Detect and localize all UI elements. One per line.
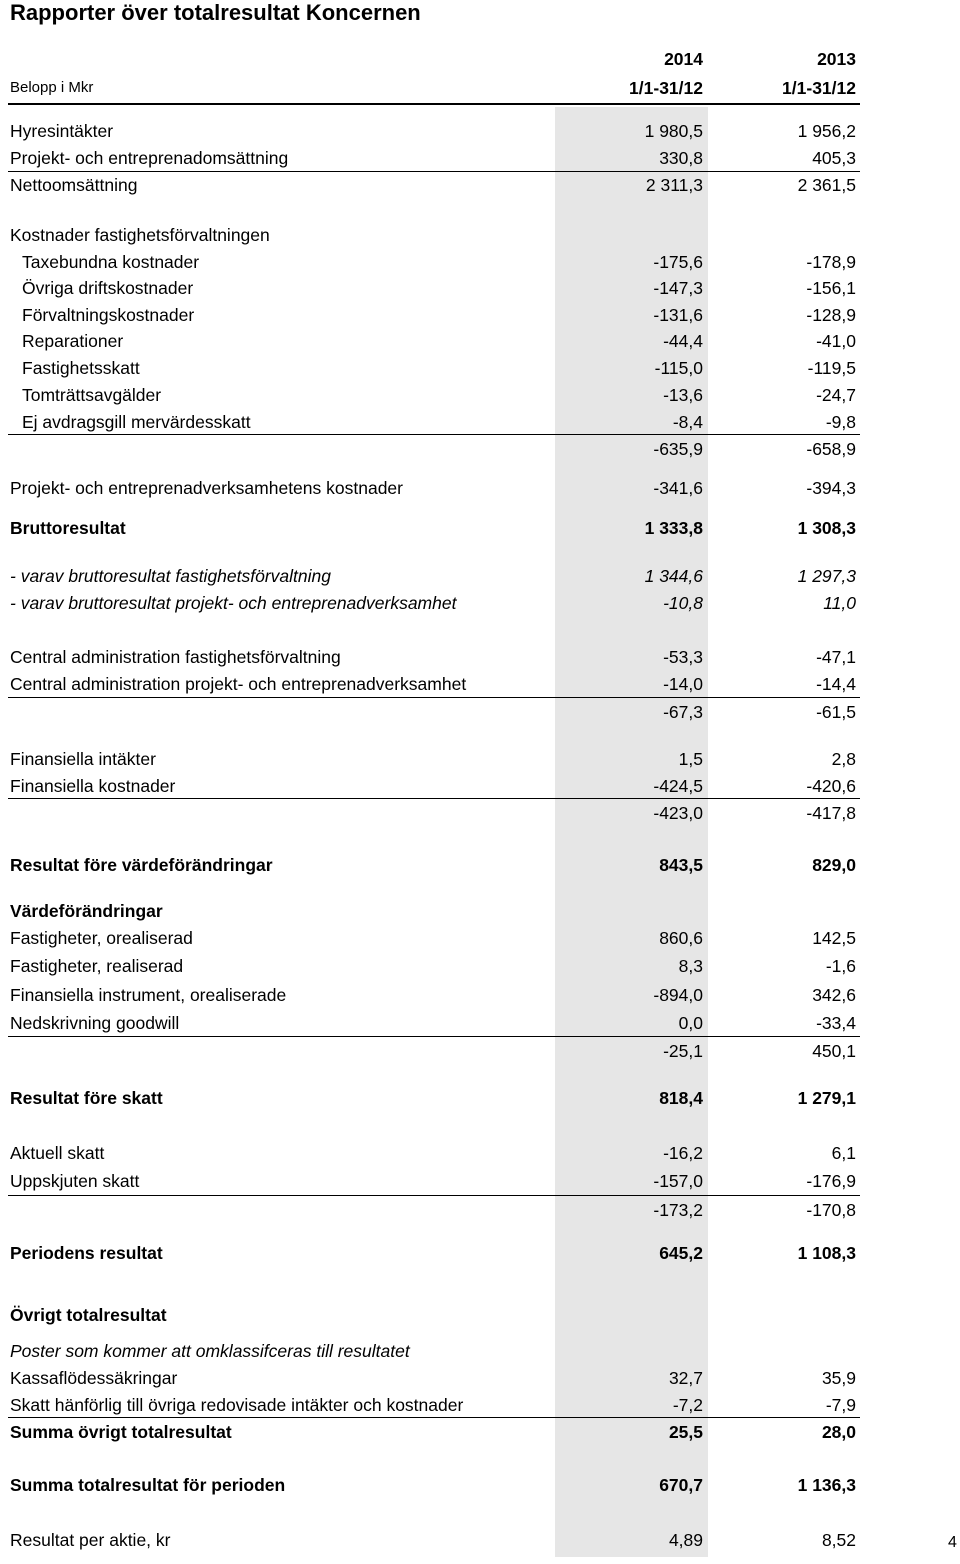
row-label: Projekt- och entreprenadverksamhetens kostnader — [10, 478, 403, 498]
row-value-2013: -128,9 — [806, 305, 856, 325]
row-value-2013: 2 361,5 — [797, 175, 856, 195]
table-row — [0, 1527, 960, 1553]
row-label: Summa övrigt totalresultat — [10, 1422, 232, 1442]
row-label: Central administration fastighetsförvaltning — [10, 647, 341, 667]
table-row — [0, 1240, 960, 1266]
row-value-2014: 0,0 — [678, 1013, 703, 1033]
row-value-2014: -44,4 — [663, 331, 703, 351]
section-heading — [0, 898, 960, 924]
row-label: Hyresintäkter — [10, 121, 114, 141]
row-label: Förvaltningskostnader — [22, 305, 195, 325]
subtotal-divider — [8, 1417, 860, 1418]
row-label: Projekt- och entreprenadomsättning — [10, 148, 289, 168]
row-label: Aktuell skatt — [10, 1143, 105, 1163]
row-value-2014: 2 311,3 — [645, 175, 703, 195]
header-period-2013: 1/1-31/12 — [782, 78, 856, 98]
row-value-2013: 1 136,3 — [797, 1475, 856, 1495]
row-label: Resultat per aktie, kr — [10, 1530, 171, 1550]
table-row — [0, 1392, 960, 1418]
subsection-heading — [0, 1338, 960, 1364]
row-value-2013: 829,0 — [812, 855, 856, 875]
table-row — [0, 515, 960, 541]
row-label: - varav bruttoresultat fastighetsförvaltning — [10, 566, 331, 586]
row-value-2013: -61,5 — [816, 702, 856, 722]
subtotal-divider — [8, 697, 860, 698]
row-label: Periodens resultat — [10, 1243, 163, 1263]
row-value-2014: -14,0 — [663, 674, 703, 694]
row-value-2013: -1,6 — [825, 956, 856, 976]
row-label: Övriga driftskostnader — [22, 278, 194, 298]
row-value-2013: -170,8 — [806, 1200, 856, 1220]
table-row — [0, 409, 960, 435]
row-value-2013: 8,52 — [821, 1530, 856, 1550]
row-label: Kostnader fastighetsförvaltningen — [10, 225, 270, 245]
row-value-2014: 843,5 — [659, 855, 703, 875]
row-value-2014: 1,5 — [678, 749, 703, 769]
row-label: Skatt hänförlig till övriga redovisade intäkter och kostnader — [10, 1395, 464, 1415]
header-year-row — [0, 46, 960, 72]
row-label: Summa totalresultat för perioden — [10, 1475, 286, 1495]
row-value-2013: -417,8 — [806, 803, 856, 823]
row-label: Övrigt totalresultat — [10, 1305, 167, 1325]
row-value-2013: -9,8 — [825, 412, 856, 432]
row-label: Ej avdragsgill mervärdesskatt — [22, 412, 251, 432]
row-value-2013: -33,4 — [816, 1013, 856, 1033]
header-divider — [8, 103, 860, 105]
subtotal-row — [0, 1038, 960, 1064]
subtotal-row — [0, 436, 960, 462]
table-row — [0, 302, 960, 328]
row-value-2013: -41,0 — [816, 331, 856, 351]
table-row — [0, 982, 960, 1008]
row-value-2014: 645,2 — [659, 1243, 703, 1263]
row-value-2013: -7,9 — [825, 1395, 856, 1415]
row-label: Reparationer — [22, 331, 124, 351]
table-row — [0, 925, 960, 951]
subtotal-row — [0, 1197, 960, 1223]
row-value-2013: 1 308,3 — [797, 518, 856, 538]
row-value-2014: -10,8 — [663, 593, 703, 613]
row-label: Värdeförändringar — [10, 901, 163, 921]
row-value-2013: 342,6 — [812, 985, 856, 1005]
row-label: Resultat före värdeförändringar — [10, 855, 273, 875]
row-value-2014: 670,7 — [659, 1475, 703, 1495]
row-value-2014: -13,6 — [663, 385, 703, 405]
row-value-2013: 1 956,2 — [797, 121, 856, 141]
table-row — [0, 118, 960, 144]
header-period-row — [0, 75, 960, 101]
table-row — [0, 773, 960, 799]
row-value-2014: -175,6 — [653, 252, 703, 272]
row-value-2014: -25,1 — [663, 1041, 703, 1061]
subtotal-row — [0, 699, 960, 725]
row-value-2013: -420,6 — [806, 776, 856, 796]
row-label: Central administration projekt- och entreprenadverksamhet — [10, 674, 467, 694]
subtotal-row — [0, 800, 960, 826]
row-label: Finansiella intäkter — [10, 749, 156, 769]
row-value-2013: 1 279,1 — [797, 1088, 856, 1108]
row-value-2014: 330,8 — [659, 148, 703, 168]
table-row — [0, 275, 960, 301]
row-label: Fastigheter, orealiserad — [10, 928, 193, 948]
row-value-2013: -14,4 — [816, 674, 856, 694]
row-label: Uppskjuten skatt — [10, 1171, 140, 1191]
row-value-2014: -635,9 — [653, 439, 703, 459]
header-period-2014: 1/1-31/12 — [629, 78, 703, 98]
row-value-2013: 28,0 — [821, 1422, 856, 1442]
table-row — [0, 953, 960, 979]
row-value-2014: -157,0 — [653, 1171, 703, 1191]
table-row — [0, 1472, 960, 1498]
row-value-2014: 1 333,8 — [644, 518, 703, 538]
row-value-2013: -658,9 — [806, 439, 856, 459]
table-row — [0, 328, 960, 354]
row-label: Tomträttsavgälder — [22, 385, 162, 405]
table-row — [0, 475, 960, 501]
row-value-2014: 25,5 — [668, 1422, 703, 1442]
subtotal-divider — [8, 434, 860, 435]
row-value-2014: -341,6 — [653, 478, 703, 498]
row-label: Poster som kommer att omklassifceras till resultatet — [10, 1341, 410, 1361]
row-value-2013: 450,1 — [812, 1041, 856, 1061]
row-value-2014: -115,0 — [654, 358, 703, 378]
table-row — [0, 172, 960, 198]
page-number: 4 — [948, 1534, 957, 1551]
row-label: Fastigheter, realiserad — [10, 956, 184, 976]
row-value-2014: -67,3 — [663, 702, 703, 722]
row-value-2013: -178,9 — [806, 252, 856, 272]
subtotal-divider — [8, 1195, 860, 1196]
row-value-2013: -176,9 — [806, 1171, 856, 1191]
page-title: Rapporter över totalresultat Koncernen — [10, 0, 421, 25]
row-value-2014: -16,2 — [663, 1143, 703, 1163]
header-year-2013: 2013 — [817, 49, 856, 69]
table-row — [0, 382, 960, 408]
unit-label: Belopp i Mkr — [10, 79, 94, 96]
subtotal-divider — [8, 1036, 860, 1037]
row-value-2013: 6,1 — [831, 1143, 856, 1163]
row-value-2014: 860,6 — [659, 928, 703, 948]
row-value-2013: -156,1 — [806, 278, 856, 298]
row-value-2014: 4,89 — [668, 1530, 703, 1550]
row-value-2014: -424,5 — [653, 776, 703, 796]
row-value-2013: 405,3 — [812, 148, 856, 168]
table-row — [0, 145, 960, 171]
row-value-2014: 32,7 — [668, 1368, 703, 1388]
row-label: Nettoomsättning — [10, 175, 138, 195]
table-row — [0, 590, 960, 616]
row-value-2013: 142,5 — [812, 928, 856, 948]
row-value-2013: -24,7 — [816, 385, 856, 405]
table-row — [0, 1168, 960, 1194]
table-row — [0, 249, 960, 275]
row-value-2013: -47,1 — [816, 647, 856, 667]
row-value-2014: -131,6 — [653, 305, 703, 325]
header-year-2014: 2014 — [664, 49, 703, 69]
row-value-2014: 1 980,5 — [644, 121, 703, 141]
table-row — [0, 644, 960, 670]
table-row — [0, 1010, 960, 1036]
row-label: Taxebundna kostnader — [22, 252, 200, 272]
row-value-2014: -147,3 — [653, 278, 703, 298]
row-label: Bruttoresultat — [10, 518, 126, 538]
row-value-2013: -119,5 — [807, 358, 856, 378]
table-row — [0, 1419, 960, 1445]
row-label: Kassaflödessäkringar — [10, 1368, 178, 1388]
row-value-2013: 11,0 — [823, 593, 856, 613]
subtotal-divider — [8, 798, 860, 799]
table-row — [0, 671, 960, 697]
row-value-2014: -8,4 — [672, 412, 703, 432]
table-row — [0, 746, 960, 772]
table-row — [0, 1365, 960, 1391]
table-row — [0, 852, 960, 878]
section-heading — [0, 1302, 960, 1328]
row-value-2014: -173,2 — [653, 1200, 703, 1220]
row-label: - varav bruttoresultat projekt- och entreprenadverksamhet — [10, 593, 457, 613]
row-value-2013: 1 297,3 — [797, 566, 856, 586]
row-value-2013: 2,8 — [831, 749, 856, 769]
table-row — [0, 222, 960, 248]
row-value-2014: -53,3 — [663, 647, 703, 667]
table-row — [0, 1085, 960, 1111]
row-label: Finansiella kostnader — [10, 776, 176, 796]
row-value-2014: -423,0 — [653, 803, 703, 823]
row-value-2013: 1 108,3 — [797, 1243, 856, 1263]
row-value-2014: -7,2 — [672, 1395, 703, 1415]
table-row — [0, 355, 960, 381]
row-label: Resultat före skatt — [10, 1088, 163, 1108]
row-value-2013: 35,9 — [821, 1368, 856, 1388]
table-row — [0, 1140, 960, 1166]
row-label: Finansiella instrument, orealiserade — [10, 985, 287, 1005]
row-value-2014: -894,0 — [653, 985, 703, 1005]
row-label: Fastighetsskatt — [22, 358, 140, 378]
row-value-2013: -394,3 — [806, 478, 856, 498]
row-value-2014: 818,4 — [659, 1088, 703, 1108]
table-row — [0, 563, 960, 589]
row-value-2014: 8,3 — [678, 956, 703, 976]
row-label: Nedskrivning goodwill — [10, 1013, 180, 1033]
row-value-2014: 1 344,6 — [644, 566, 703, 586]
